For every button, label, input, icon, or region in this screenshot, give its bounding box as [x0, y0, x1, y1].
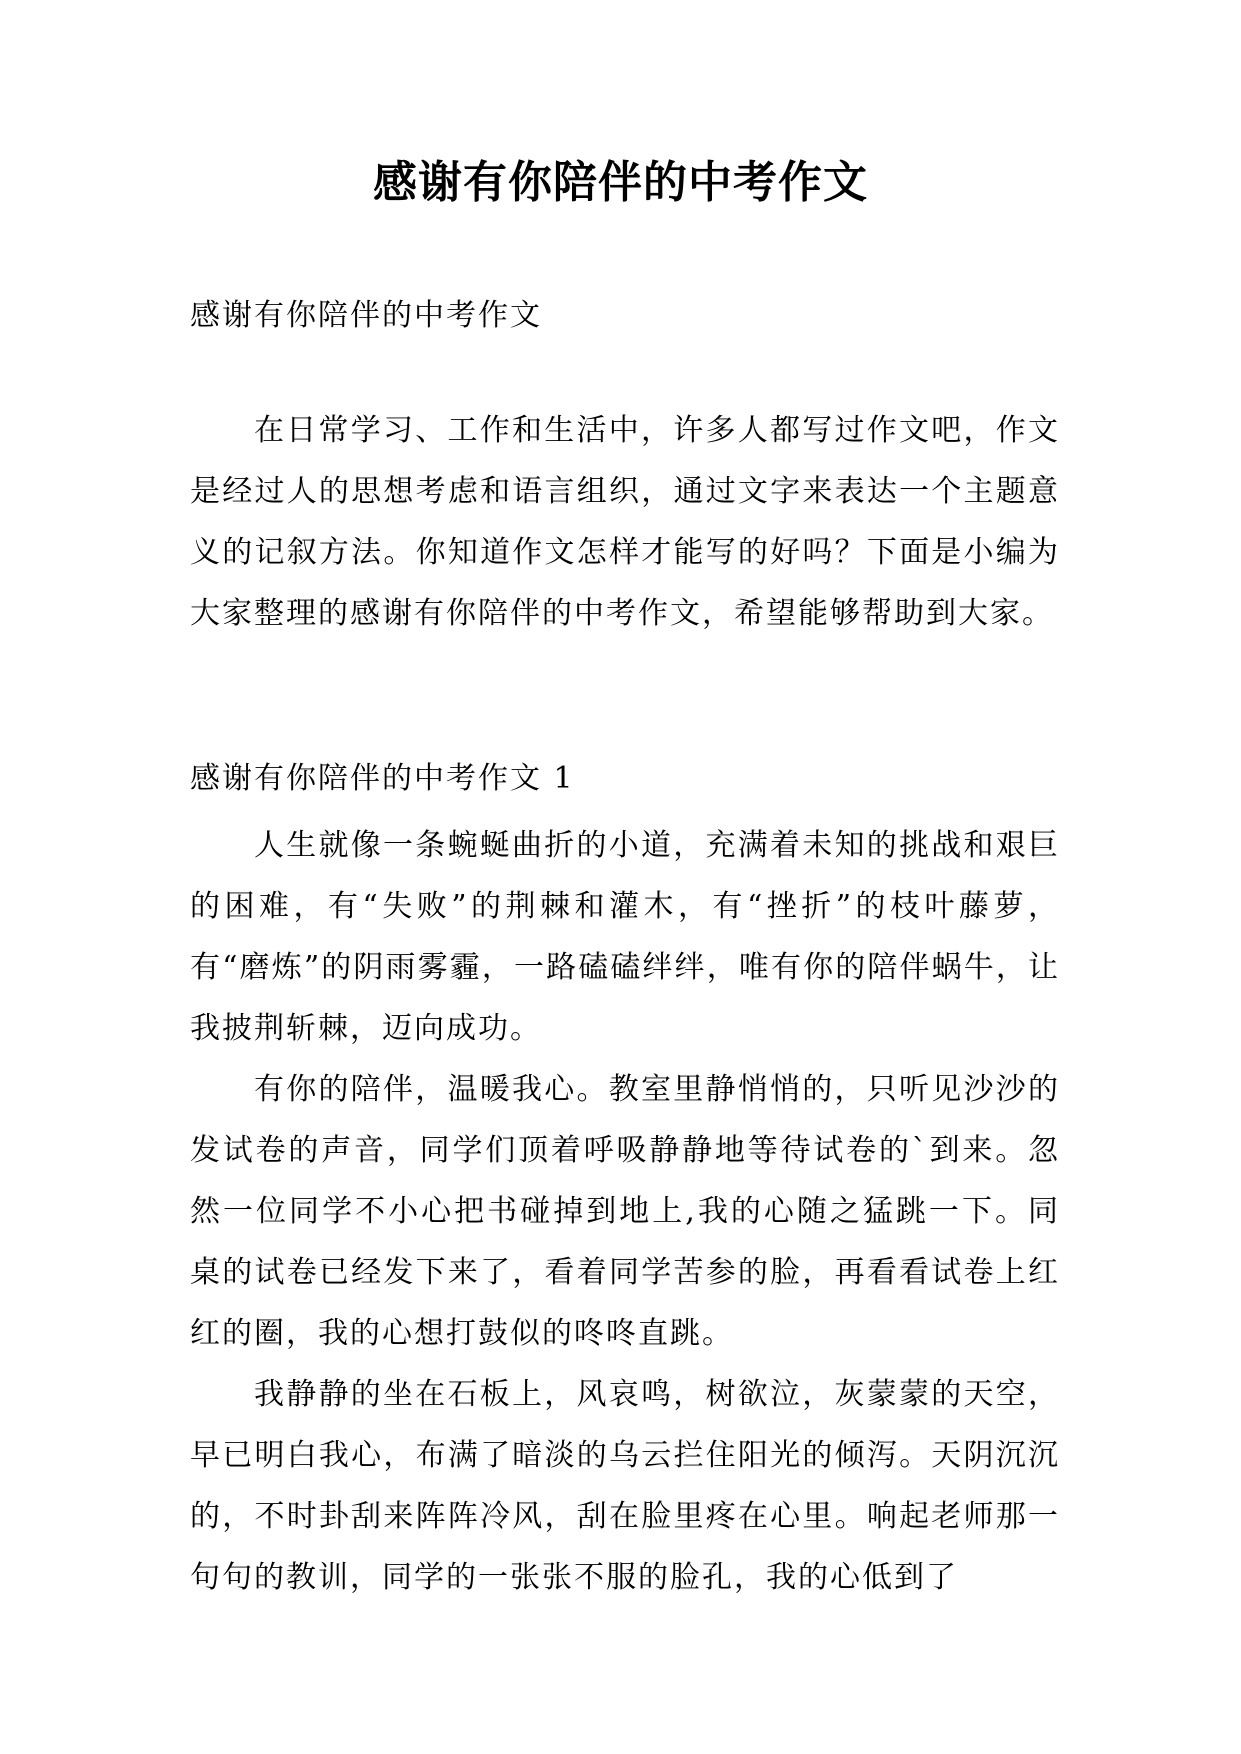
essay-body [190, 815, 1060, 1608]
document-title: 感谢有你陪伴的中考作文 [373, 157, 868, 208]
document-subtitle: 感谢有你陪伴的中考作文 [190, 298, 542, 333]
intro-paragraph: 在日常学习、工作和生活中，许多人都写过作文吧，作文是经过人的思想考虑和语言组织，通过文字来表达一个主题意义的记叙方法。你知道作文怎样才能写的好吗？下面是小编为大家整理的感谢有你陪伴的中考作文，希望能够帮助到大家。 [190, 413, 1060, 631]
intro-section [190, 400, 1060, 644]
essay-paragraph: 有你的陪伴，温暖我心。教室里静悄悄的，只听见沙沙的发试卷的声音，同学们顶着呼吸静静地等待试卷的`到来。忽然一位同学不小心把书碰掉到地上,我的心随之猛跳一下。同桌的试卷已经发下来了，看着同学苦参的脸，再看看试卷上红红的圈，我的心想打鼓似的咚咚直跳。 [190, 1072, 1060, 1351]
essay-paragraph: 人生就像一条蜿蜒曲折的小道，充满着未知的挑战和艰巨的困难，有“失败”的荆棘和灌木，有“挫折”的枝叶藤萝，有“磨炼”的阴雨雾霾，一路磕磕绊绊，唯有你的陪伴蜗牛，让我披荆斩棘，迈向成功。 [190, 828, 1060, 1046]
essay-paragraph: 我静静的坐在石板上，风哀鸣，树欲泣，灰蒙蒙的天空，早已明白我心，布满了暗淡的乌云拦住阳光的倾泻。天阴沉沉的，不时卦刮来阵阵冷风，刮在脸里疼在心里。响起老师那一句句的教训，同学的一张张不服的脸孔，我的心低到了 [190, 1377, 1060, 1595]
section-heading: 感谢有你陪伴的中考作文 1 [190, 761, 575, 796]
